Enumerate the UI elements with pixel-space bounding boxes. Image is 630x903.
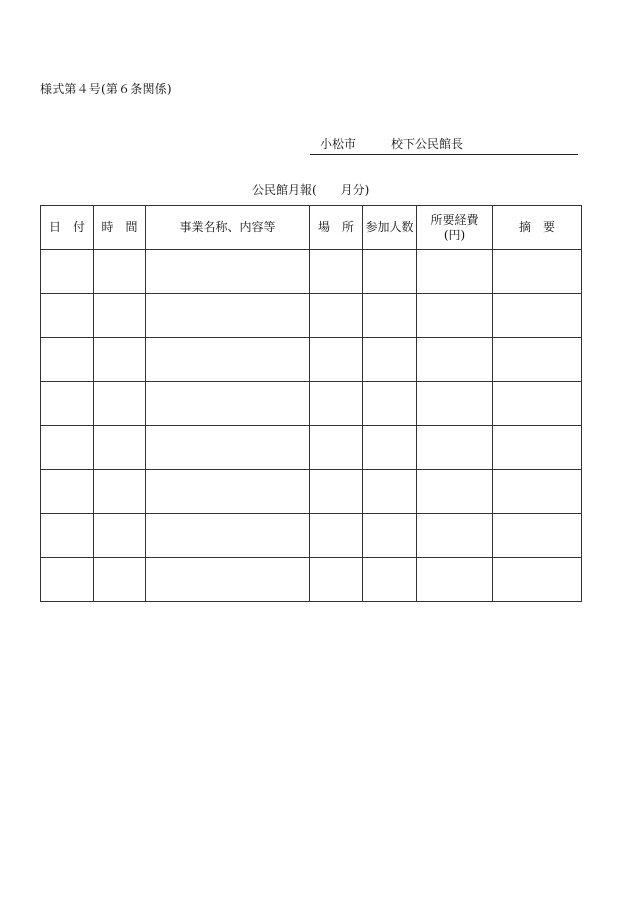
signature-title: 校下公民館長 — [391, 137, 464, 151]
report-title: 公民館月報( 月分) — [252, 183, 370, 197]
remarks-cell — [493, 558, 582, 602]
attendance-cell — [363, 250, 417, 294]
table-row — [41, 514, 582, 558]
time-cell — [94, 250, 146, 294]
table-row — [41, 382, 582, 426]
location-cell — [310, 558, 363, 602]
header-time: 時 間 — [94, 206, 146, 250]
remarks-cell — [493, 382, 582, 426]
expenses-cell — [417, 250, 493, 294]
header-remarks: 摘 要 — [493, 206, 582, 250]
table-row — [41, 250, 582, 294]
table-row — [41, 426, 582, 470]
time-cell — [94, 338, 146, 382]
attendance-cell — [363, 294, 417, 338]
event-name-cell — [146, 470, 310, 514]
date-cell — [41, 338, 94, 382]
table-header-row — [41, 206, 582, 250]
date-cell — [41, 250, 94, 294]
date-cell — [41, 426, 94, 470]
remarks-cell — [493, 294, 582, 338]
remarks-cell — [493, 338, 582, 382]
date-cell — [41, 382, 94, 426]
location-cell — [310, 250, 363, 294]
table-row — [41, 294, 582, 338]
event-name-cell — [146, 514, 310, 558]
signature-line — [310, 133, 578, 155]
date-cell — [41, 558, 94, 602]
table-row — [41, 338, 582, 382]
table-row — [41, 558, 582, 602]
header-expenses: 所要経費 (円) — [417, 206, 493, 250]
expenses-cell — [417, 470, 493, 514]
header-date: 日 付 — [41, 206, 94, 250]
signature-city: 小松市 — [320, 137, 357, 151]
remarks-cell — [493, 514, 582, 558]
time-cell — [94, 470, 146, 514]
attendance-cell — [363, 470, 417, 514]
remarks-cell — [493, 250, 582, 294]
date-cell — [41, 514, 94, 558]
expenses-cell — [417, 382, 493, 426]
table-row — [41, 470, 582, 514]
event-name-cell — [146, 294, 310, 338]
expenses-cell — [417, 338, 493, 382]
expenses-cell — [417, 426, 493, 470]
date-cell — [41, 294, 94, 338]
attendance-cell — [363, 426, 417, 470]
expenses-cell — [417, 294, 493, 338]
time-cell — [94, 514, 146, 558]
location-cell — [310, 338, 363, 382]
event-name-cell — [146, 558, 310, 602]
attendance-cell — [363, 514, 417, 558]
attendance-cell — [363, 382, 417, 426]
event-name-cell — [146, 250, 310, 294]
time-cell — [94, 426, 146, 470]
time-cell — [94, 294, 146, 338]
event-name-cell — [146, 338, 310, 382]
date-cell — [41, 470, 94, 514]
location-cell — [310, 382, 363, 426]
monthly-report-table — [40, 205, 582, 602]
attendance-cell — [363, 338, 417, 382]
header-event-name: 事業名称、内容等 — [146, 206, 310, 250]
event-name-cell — [146, 382, 310, 426]
table-body — [41, 250, 582, 602]
form-number: 様式第４号(第６条関係) — [40, 82, 172, 96]
time-cell — [94, 382, 146, 426]
event-name-cell — [146, 426, 310, 470]
location-cell — [310, 470, 363, 514]
location-cell — [310, 294, 363, 338]
attendance-cell — [363, 558, 417, 602]
location-cell — [310, 426, 363, 470]
location-cell — [310, 514, 363, 558]
remarks-cell — [493, 426, 582, 470]
expenses-cell — [417, 558, 493, 602]
expenses-cell — [417, 514, 493, 558]
time-cell — [94, 558, 146, 602]
header-location: 場 所 — [310, 206, 363, 250]
remarks-cell — [493, 470, 582, 514]
header-attendance: 参加人数 — [363, 206, 417, 250]
